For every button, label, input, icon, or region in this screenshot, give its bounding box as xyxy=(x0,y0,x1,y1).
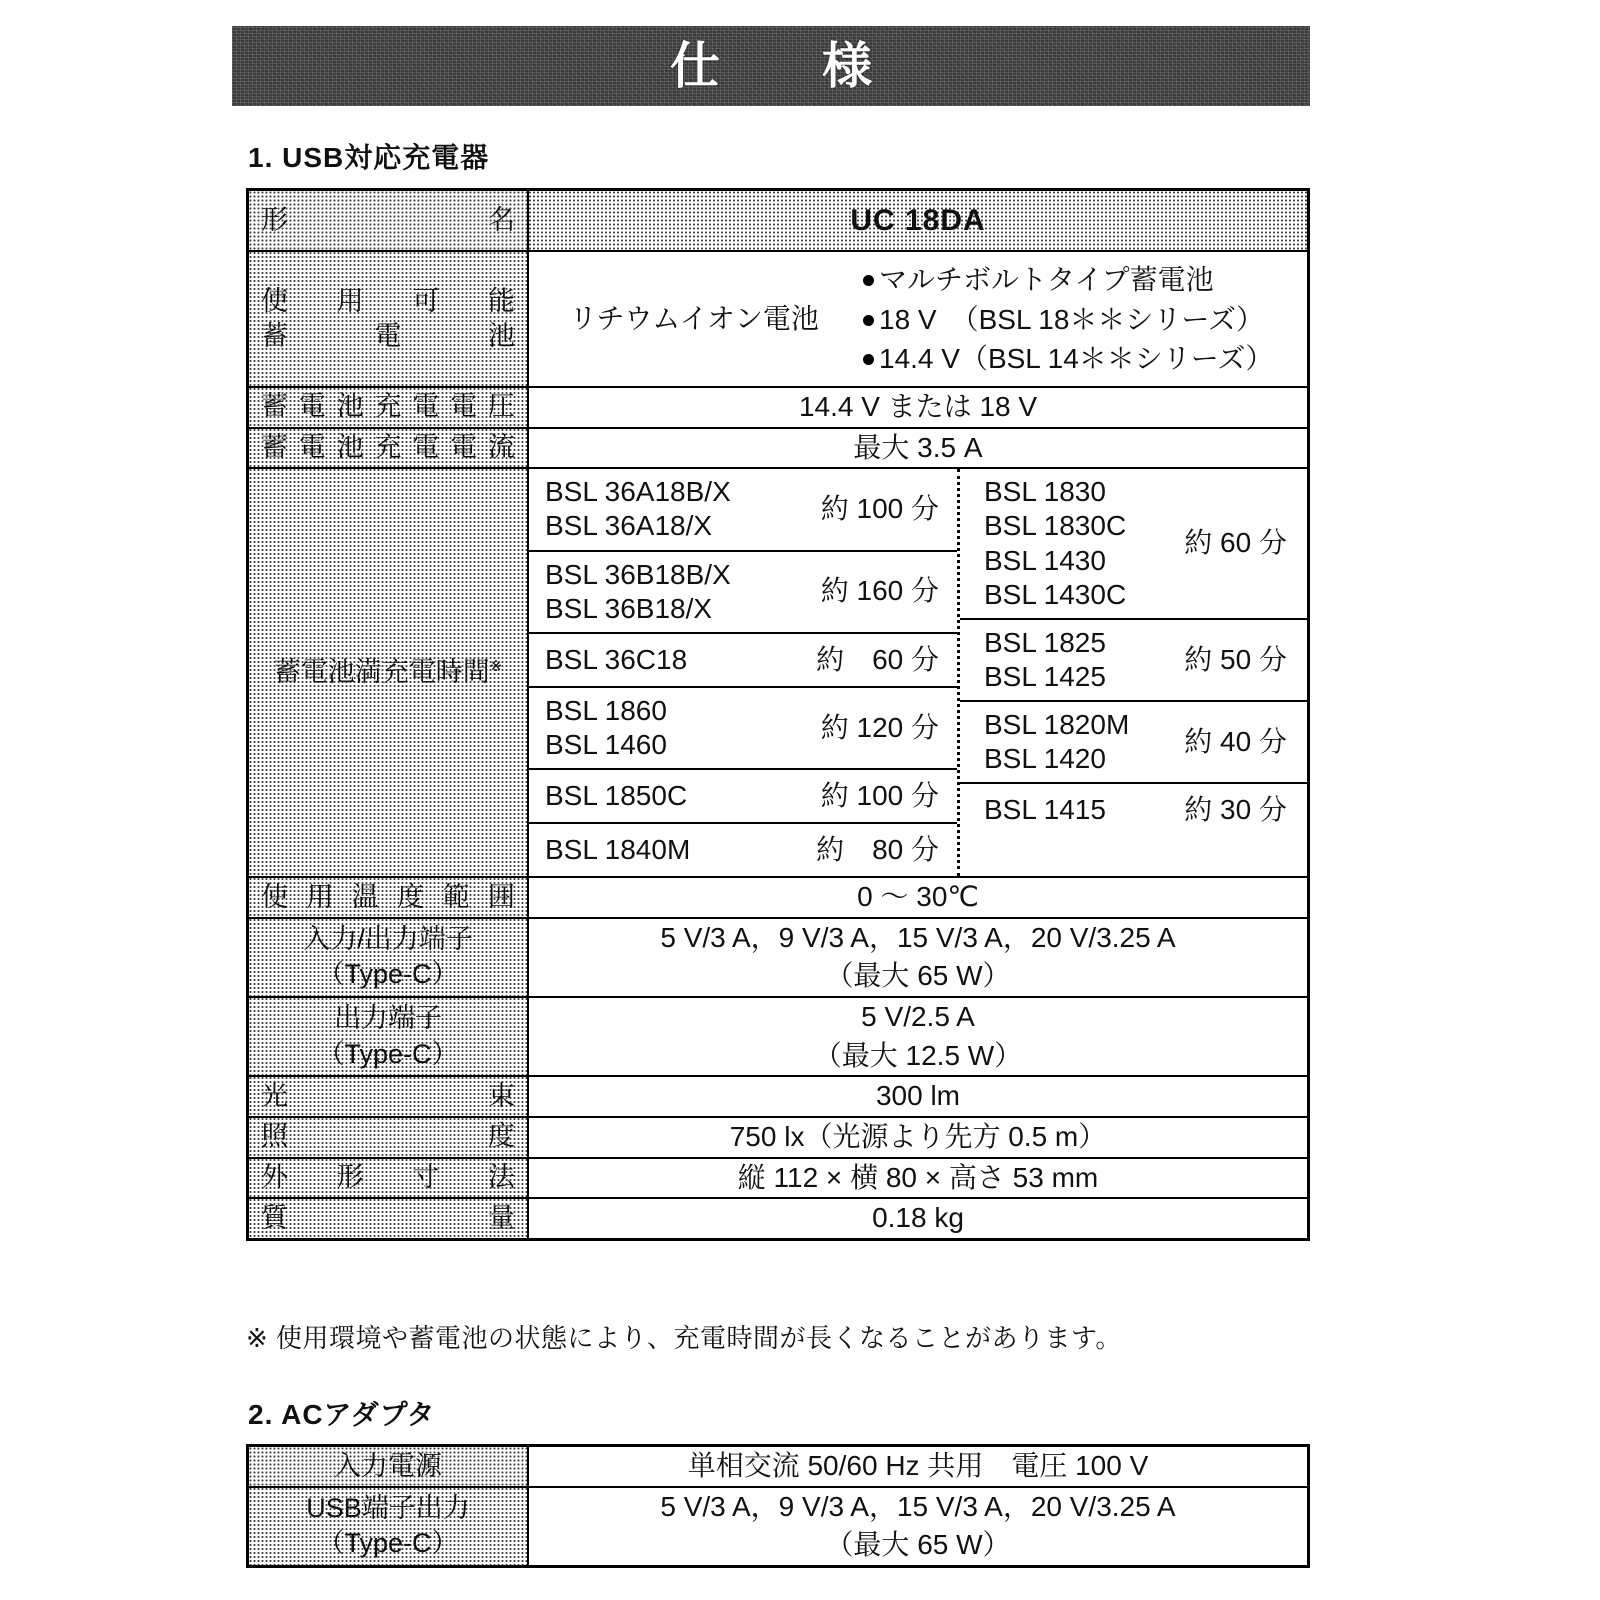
table-row xyxy=(248,1446,1309,1487)
charge-duration: 約 100 分 xyxy=(820,779,939,811)
page-title: 仕 様 xyxy=(670,38,898,94)
row-label-dimensions: 外 形 寸 法 xyxy=(248,1158,529,1199)
row-label-illuminance: 照 度 xyxy=(248,1117,529,1158)
adapter-spec-table xyxy=(246,1444,1310,1568)
charge-duration: 約 60 分 xyxy=(816,643,939,675)
list-item xyxy=(960,702,1307,784)
model-names: BSL 36C18 xyxy=(545,643,688,675)
row-label-input-power: 入力電源 xyxy=(248,1446,529,1487)
row-value-temp-range: 0 ～ 30℃ xyxy=(528,877,1309,918)
row-label-charge-time: 蓄電池満充電時間※ xyxy=(248,468,529,877)
footnote-text: ※ 使用環境や蓄電池の状態により、充電時間が長くなることがあります。 xyxy=(246,1323,1122,1353)
table-row xyxy=(248,190,1309,252)
row-label-out-terminal: 出力端子 （Type-C） xyxy=(248,997,529,1076)
list-item xyxy=(529,469,957,551)
model-names: BSL 36B18B/X BSL 36B18/X xyxy=(545,558,731,624)
table-row xyxy=(248,918,1309,997)
row-value-usable-battery xyxy=(528,251,1309,387)
row-value-out-terminal: 5 V/2.5 A （最大 12.5 W） xyxy=(528,997,1309,1076)
row-value-dimensions: 縦 112 × 横 80 × 高さ 53 mm xyxy=(528,1158,1309,1199)
model-names: BSL 1415 xyxy=(984,794,1106,826)
bullet-icon xyxy=(863,275,874,286)
model-names: BSL 1840M xyxy=(545,834,691,866)
list-item xyxy=(529,634,957,688)
battery-type-label: リチウムイオン電池 xyxy=(569,302,819,334)
list-item xyxy=(960,620,1307,702)
list-item xyxy=(960,784,1307,836)
row-value-model: UC 18DA xyxy=(528,190,1309,252)
row-value-io-terminal: 5 V/3 A，9 V/3 A，15 V/3 A，20 V/3.25 A （最大 65 W） xyxy=(528,918,1309,997)
table-row xyxy=(248,468,1309,877)
charge-duration: 約 120 分 xyxy=(820,711,939,743)
row-label-io-terminal: 入力/出力端子 （Type-C） xyxy=(248,918,529,997)
model-names: BSL 1825 BSL 1425 xyxy=(984,626,1106,692)
charge-duration: 約 80 分 xyxy=(816,833,939,865)
table-row xyxy=(248,877,1309,918)
list-item: 18 V （BSL 18＊＊シリーズ） xyxy=(863,300,1307,339)
row-value-mass: 0.18 kg xyxy=(528,1198,1309,1239)
table-row xyxy=(248,1117,1309,1158)
list-item xyxy=(529,770,957,824)
section-heading-adapter: 2. ACアダプタ xyxy=(248,1399,436,1430)
list-item: 14.4 V（BSL 14＊＊シリーズ） xyxy=(863,339,1307,378)
row-label-luminous-flux: 光 束 xyxy=(248,1076,529,1117)
row-label-usable-battery: 使 用 可 能 蓄 電 池 xyxy=(248,251,529,387)
row-value-input-power: 単相交流 50/60 Hz 共用 電圧 100 V xyxy=(528,1446,1309,1487)
table-row xyxy=(248,251,1309,387)
row-label-model: 形 名 xyxy=(248,190,529,252)
charge-duration: 約 30 分 xyxy=(1184,794,1287,826)
row-label-usb-output: USB端子出力 （Type-C） xyxy=(248,1487,529,1567)
footnote-marker: ※ xyxy=(489,657,503,675)
model-names: BSL 1860 BSL 1460 xyxy=(545,694,667,760)
list-item xyxy=(529,552,957,634)
charge-duration: 約 60 分 xyxy=(1184,527,1287,559)
row-label-temp-range: 使用温度範囲 xyxy=(248,877,529,918)
list-item: マルチボルトタイプ蓄電池 xyxy=(863,260,1307,299)
battery-series-list xyxy=(859,260,1307,378)
charge-time-right-column xyxy=(957,469,1307,876)
charge-duration: 約 40 分 xyxy=(1184,725,1287,757)
row-value-charge-current: 最大 3.5 A xyxy=(528,428,1309,469)
row-value-luminous-flux: 300 lm xyxy=(528,1076,1309,1117)
table-row xyxy=(248,997,1309,1076)
table-row xyxy=(248,387,1309,428)
list-item xyxy=(529,824,957,876)
row-value-charge-voltage: 14.4 V または 18 V xyxy=(528,387,1309,428)
page-title-banner xyxy=(232,26,1310,106)
table-row xyxy=(248,1487,1309,1567)
bullet-icon xyxy=(863,354,874,365)
table-row xyxy=(248,1198,1309,1239)
model-names: BSL 36A18B/X BSL 36A18/X xyxy=(545,476,731,542)
table-row xyxy=(248,1076,1309,1117)
table-row xyxy=(248,1158,1309,1199)
table-row xyxy=(248,428,1309,469)
row-label-mass: 質 量 xyxy=(248,1198,529,1239)
model-names: BSL 1830 BSL 1830C BSL 1430 BSL 1430C xyxy=(984,476,1127,610)
charge-duration: 約 160 分 xyxy=(820,575,939,607)
row-label-charge-current: 蓄電池充電電流 xyxy=(248,428,529,469)
row-value-usb-output: 5 V/3 A，9 V/3 A，15 V/3 A，20 V/3.25 A （最大 65 W） xyxy=(528,1487,1309,1567)
charger-spec-table xyxy=(246,188,1310,1241)
list-item xyxy=(960,469,1307,620)
model-names: BSL 1820M BSL 1420 xyxy=(984,709,1130,775)
section-heading-charger: 1. USB対応充電器 xyxy=(248,142,490,173)
charge-time-left-column xyxy=(529,469,957,876)
row-label-charge-voltage: 蓄電池充電電圧 xyxy=(248,387,529,428)
row-value-illuminance: 750 lx（光源より先方 0.5 m） xyxy=(528,1117,1309,1158)
list-item xyxy=(529,688,957,770)
charge-duration: 約 50 分 xyxy=(1184,643,1287,675)
model-names: BSL 1850C xyxy=(545,780,688,812)
row-value-charge-time xyxy=(528,468,1309,877)
charge-duration: 約 100 分 xyxy=(820,493,939,525)
bullet-icon xyxy=(863,315,874,326)
